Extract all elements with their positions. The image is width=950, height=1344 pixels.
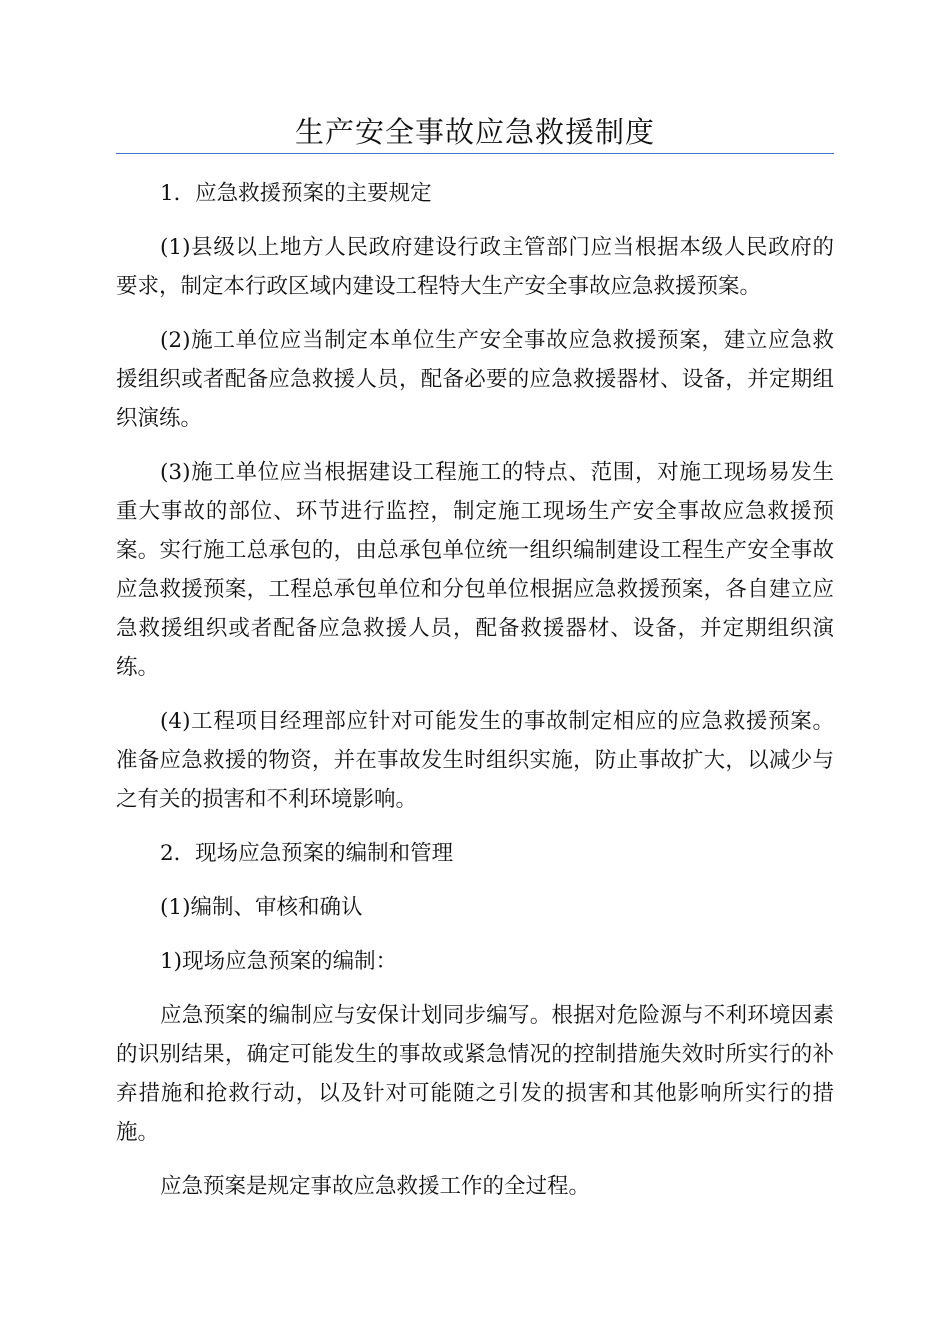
paragraph-subitem-1: 1)现场应急预案的编制：: [160, 949, 398, 974]
paragraph-item-4: (4)工程项目经理部应针对可能发生的事故制定相应的应急救援预案。准备应急救援的物资，并在事故发生时组织实施，防止事故扩大，以减少与之有关的损害和不利环境影响。: [116, 709, 834, 812]
paragraph-item-2: (2)施工单位应当制定本单位生产安全事故应急救援预案，建立应急救援组织或者配备应急救援人员，配备必要的应急救援器材、设备，并定期组织演练。: [116, 328, 834, 431]
document-body: [116, 174, 834, 1221]
paragraph-body-1: 应急预案的编制应与安保计划同步编写。根据对危险源与不利环境因素的识别结果，确定可能发生的事故或紧急情况的控制措施失效时所实行的补弃措施和抢救行动，以及针对可能随之引发的损害和其他影响所实行的措施。: [116, 1003, 834, 1145]
paragraph-subsection-1: (1)编制、审核和确认: [160, 895, 363, 920]
document-title: 生产安全事故应急救援制度: [294, 115, 655, 149]
paragraph-section-1-heading: 1．应急救援预案的主要规定: [160, 181, 432, 206]
paragraph-item-3: (3)施工单位应当根据建设工程施工的特点、范围，对施工现场易发生重大事故的部位、环节进行监控，制定施工现场生产安全事故应急救援预案。实行施工总承包的，由总承包单位统一组织编制建设工程生产安全事故应急救援预案，工程总承包单位和分包单位根据应急救援预案，各自建立应急救援组织或者配备应急救援人员，配备救援器材、设备，并定期组织演练。: [116, 460, 834, 680]
paragraph-item-1: (1)县级以上地方人民政府建设行政主管部门应当根据本级人民政府的要求，制定本行政区域内建设工程特大生产安全事故应急救援预案。: [116, 235, 834, 299]
paragraph-section-2-heading: 2．现场应急预案的编制和管理: [160, 841, 454, 866]
paragraph-body-2: 应急预案是规定事故应急救援工作的全过程。: [160, 1174, 591, 1199]
title-underline: [116, 153, 834, 154]
